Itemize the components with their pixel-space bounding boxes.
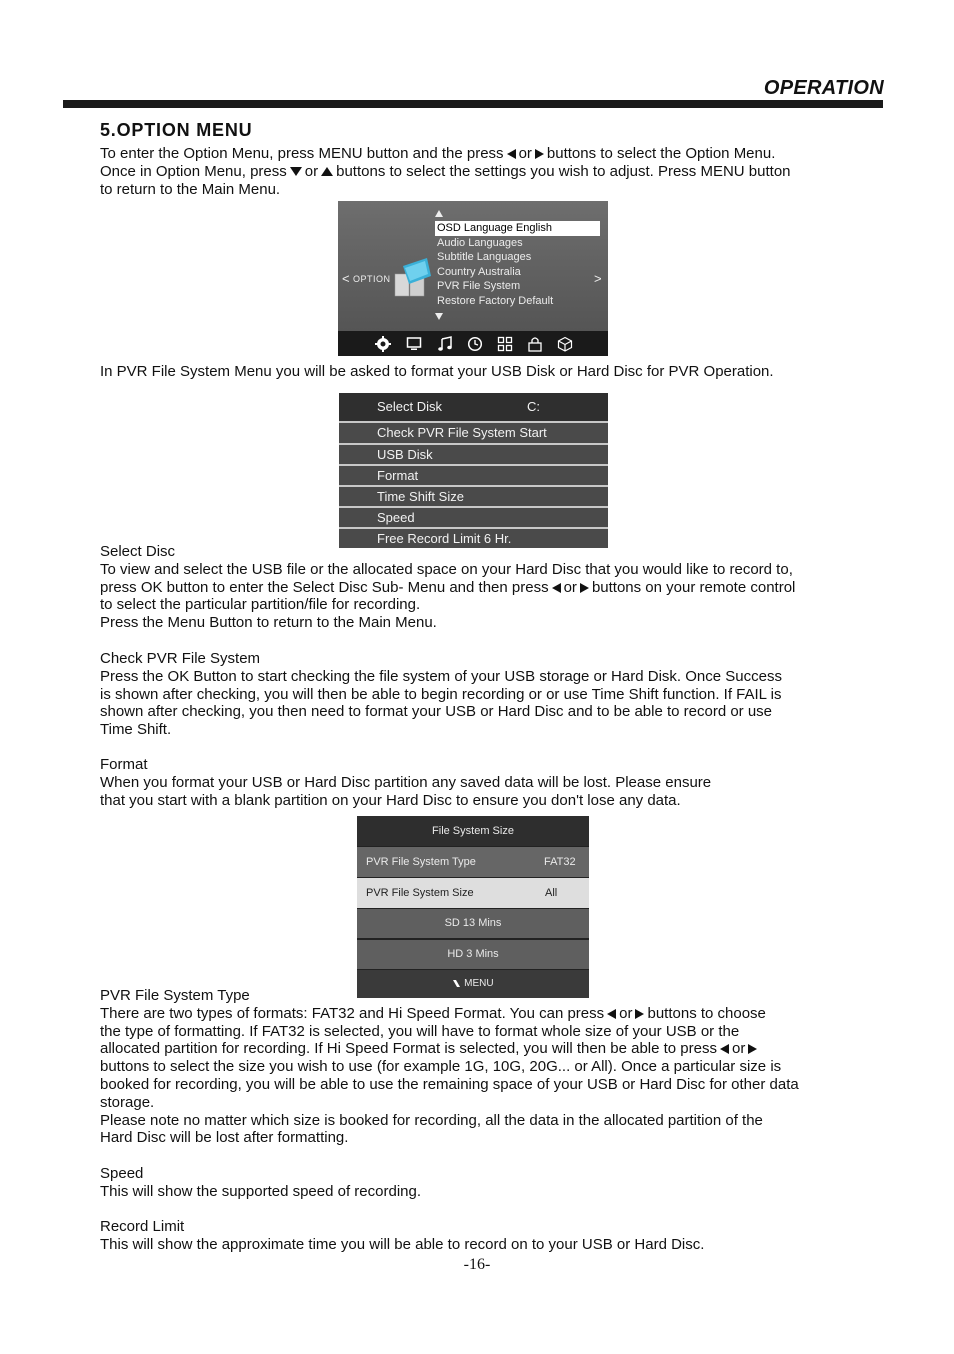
pvr-type-text: allocated partition for recording. If Hi Speed Format is selected, you will then be able to press [100, 1040, 717, 1058]
pvr-type-text: booked for recording, you will be able to use the remaining space of your USB or Hard Disc for other data [100, 1075, 799, 1093]
check-pvr-section [100, 650, 905, 739]
speed-title: Speed [100, 1165, 144, 1182]
option-menu-screenshot [338, 201, 608, 356]
pvr-type-text: or [732, 1040, 746, 1058]
format-title: Format [100, 756, 148, 773]
select-disc-section [100, 543, 905, 632]
left-arrow-icon [720, 1044, 729, 1054]
cube-icon[interactable] [557, 336, 573, 352]
check-pvr-text: Time Shift. [100, 721, 172, 739]
pvr-menu-item[interactable]: Free Record Limit 6 Hr. [339, 529, 608, 548]
music-icon[interactable] [437, 336, 453, 352]
option-menu-list [435, 221, 600, 309]
fs-type-label: PVR File System Type [366, 856, 476, 868]
option-menu-item[interactable]: Audio Languages [437, 236, 523, 249]
pvr-type-text: buttons to choose [647, 1004, 766, 1022]
fs-type-row[interactable] [357, 847, 589, 877]
intro-text: Once in Option Menu, press [100, 162, 287, 180]
header-rule [63, 100, 883, 108]
select-disc-title: Select Disc [100, 543, 176, 560]
fs-menu-label: MENU [464, 978, 494, 989]
right-arrow-icon [535, 149, 544, 159]
check-pvr-text: shown after checking, you then need to format your USB or Hard Disc and to be able to record or use [100, 703, 773, 721]
fs-type-value: FAT32 [544, 856, 576, 868]
pvr-menu-item[interactable]: Format [339, 466, 608, 485]
folder-icon [393, 258, 433, 298]
pvr-type-text: or [619, 1004, 633, 1022]
right-arrow-icon [635, 1009, 644, 1019]
record-limit-section [100, 1218, 905, 1254]
up-arrow-icon [321, 167, 333, 176]
select-disc-text: or [563, 578, 577, 596]
pvr-menu-screenshot [339, 393, 608, 548]
select-disc-text: To view and select the USB file or the allocated space on your Hard Disc that you would like to record to, [100, 560, 793, 578]
grid-icon[interactable] [497, 336, 513, 352]
pvr-intro: In PVR File System Menu you will be asked to format your USB Disk or Hard Disc for PVR Operation. [100, 363, 774, 380]
clock-icon[interactable] [467, 336, 483, 352]
record-limit-text: This will show the approximate time you will be able to record on to your USB or Hard Disc. [100, 1235, 705, 1253]
option-menu-item[interactable]: OSD Language English [435, 221, 600, 236]
pvr-type-text: buttons to select the size you wish to use (for example 1G, 10G, 20G... or All). Once a particular size is [100, 1058, 782, 1076]
pvr-type-text: storage. [100, 1093, 155, 1111]
fs-sd-row: SD 13 Mins [357, 909, 589, 938]
check-pvr-title: Check PVR File System [100, 650, 261, 667]
gear-icon[interactable] [375, 336, 391, 352]
option-menu-item[interactable]: Restore Factory Default [437, 294, 554, 307]
select-disc-text: buttons on your remote control [591, 578, 796, 596]
pvr-menu-item[interactable]: Speed [339, 508, 608, 527]
fs-size-row[interactable] [357, 878, 589, 908]
left-arrow-icon [507, 149, 516, 159]
intro-text: or [518, 145, 532, 162]
intro-text: or [304, 162, 319, 180]
down-arrow-icon [290, 167, 302, 176]
page-number: -16- [463, 1256, 491, 1273]
scroll-up-icon [435, 210, 443, 217]
intro-text: buttons to select the settings you wish to adjust. Press MENU button [336, 162, 791, 180]
right-arrow-icon [748, 1044, 757, 1054]
format-text: When you format your USB or Hard Disc partition any saved data will be lost. Please ensure [100, 773, 712, 791]
intro-paragraph [100, 145, 905, 198]
pvr-menu-item[interactable]: Check PVR File System Start [339, 423, 608, 443]
scroll-down-icon [435, 313, 443, 320]
select-disk-label: Select Disk [377, 399, 443, 414]
select-disc-text: press OK button to enter the Select Disc Sub- Menu and then press [100, 578, 549, 596]
intro-text: To enter the Option Menu, press MENU button and the press [100, 145, 504, 162]
pvr-type-text: There are two types of formats: FAT32 and Hi Speed Format. You can press [100, 1004, 605, 1022]
fs-size-value: All [545, 887, 558, 899]
pvr-menu-item[interactable]: Time Shift Size [339, 487, 608, 506]
select-disc-text: to select the particular partition/file for recording. [100, 596, 421, 614]
pvr-type-title: PVR File System Type [100, 987, 250, 1004]
intro-text: to return to the Main Menu. [100, 180, 281, 198]
lock-icon[interactable] [527, 336, 543, 352]
right-arrow-icon [580, 583, 589, 593]
select-disc-text: Press the Menu Button to return to the Main Menu. [100, 614, 437, 632]
pvr-type-text: Please note no matter which size is booked for recording, all the data in the allocated partition of the [100, 1111, 763, 1129]
record-limit-title: Record Limit [100, 1218, 185, 1235]
intro-text: buttons to select the Option Menu. [546, 145, 776, 162]
format-section [100, 756, 905, 809]
fs-hd-row: HD 3 Mins [357, 940, 589, 969]
pvr-menu-item[interactable]: USB Disk [339, 445, 608, 464]
option-menu-item[interactable]: Subtitle Languages [437, 251, 532, 264]
speed-text: This will show the supported speed of recording. [100, 1182, 422, 1200]
select-disk-value: C: [527, 399, 540, 414]
prev-menu-icon[interactable]: < [342, 271, 350, 286]
file-system-size-screenshot [357, 816, 589, 998]
option-menu-item[interactable]: PVR File System [437, 280, 521, 293]
next-menu-icon[interactable]: > [594, 271, 602, 286]
select-disk-row[interactable] [339, 393, 608, 421]
format-text: that you start with a blank partition on your Hard Disc to ensure you don't lose any data. [100, 791, 681, 809]
section-title: 5.OPTION MENU [100, 120, 253, 140]
header-title: OPERATION [763, 77, 884, 99]
left-arrow-icon [607, 1009, 616, 1019]
pvr-type-section [100, 987, 905, 1147]
menu-icon-bar [338, 331, 608, 356]
check-pvr-text: Press the OK Button to start checking the file system of your USB storage or Hard Disk. Once Success [100, 667, 782, 685]
speed-section [100, 1165, 905, 1201]
pvr-type-text: the type of formatting. If FAT32 is selected, you will have to format whole size of your USB or the [100, 1022, 740, 1040]
pvr-type-text: Hard Disc will be lost after formatting. [100, 1129, 349, 1147]
fs-size-label: PVR File System Size [366, 887, 474, 899]
check-pvr-text: is shown after checking, you will then be able to begin recording or or use Time Shift function. If FAIL is [100, 685, 782, 703]
fs-menu-title: File System Size [357, 816, 589, 846]
left-arrow-icon [552, 583, 561, 593]
option-menu-item[interactable]: Country Australia [437, 265, 521, 278]
monitor-icon[interactable] [406, 336, 422, 352]
option-menu-label: OPTION [353, 274, 391, 284]
